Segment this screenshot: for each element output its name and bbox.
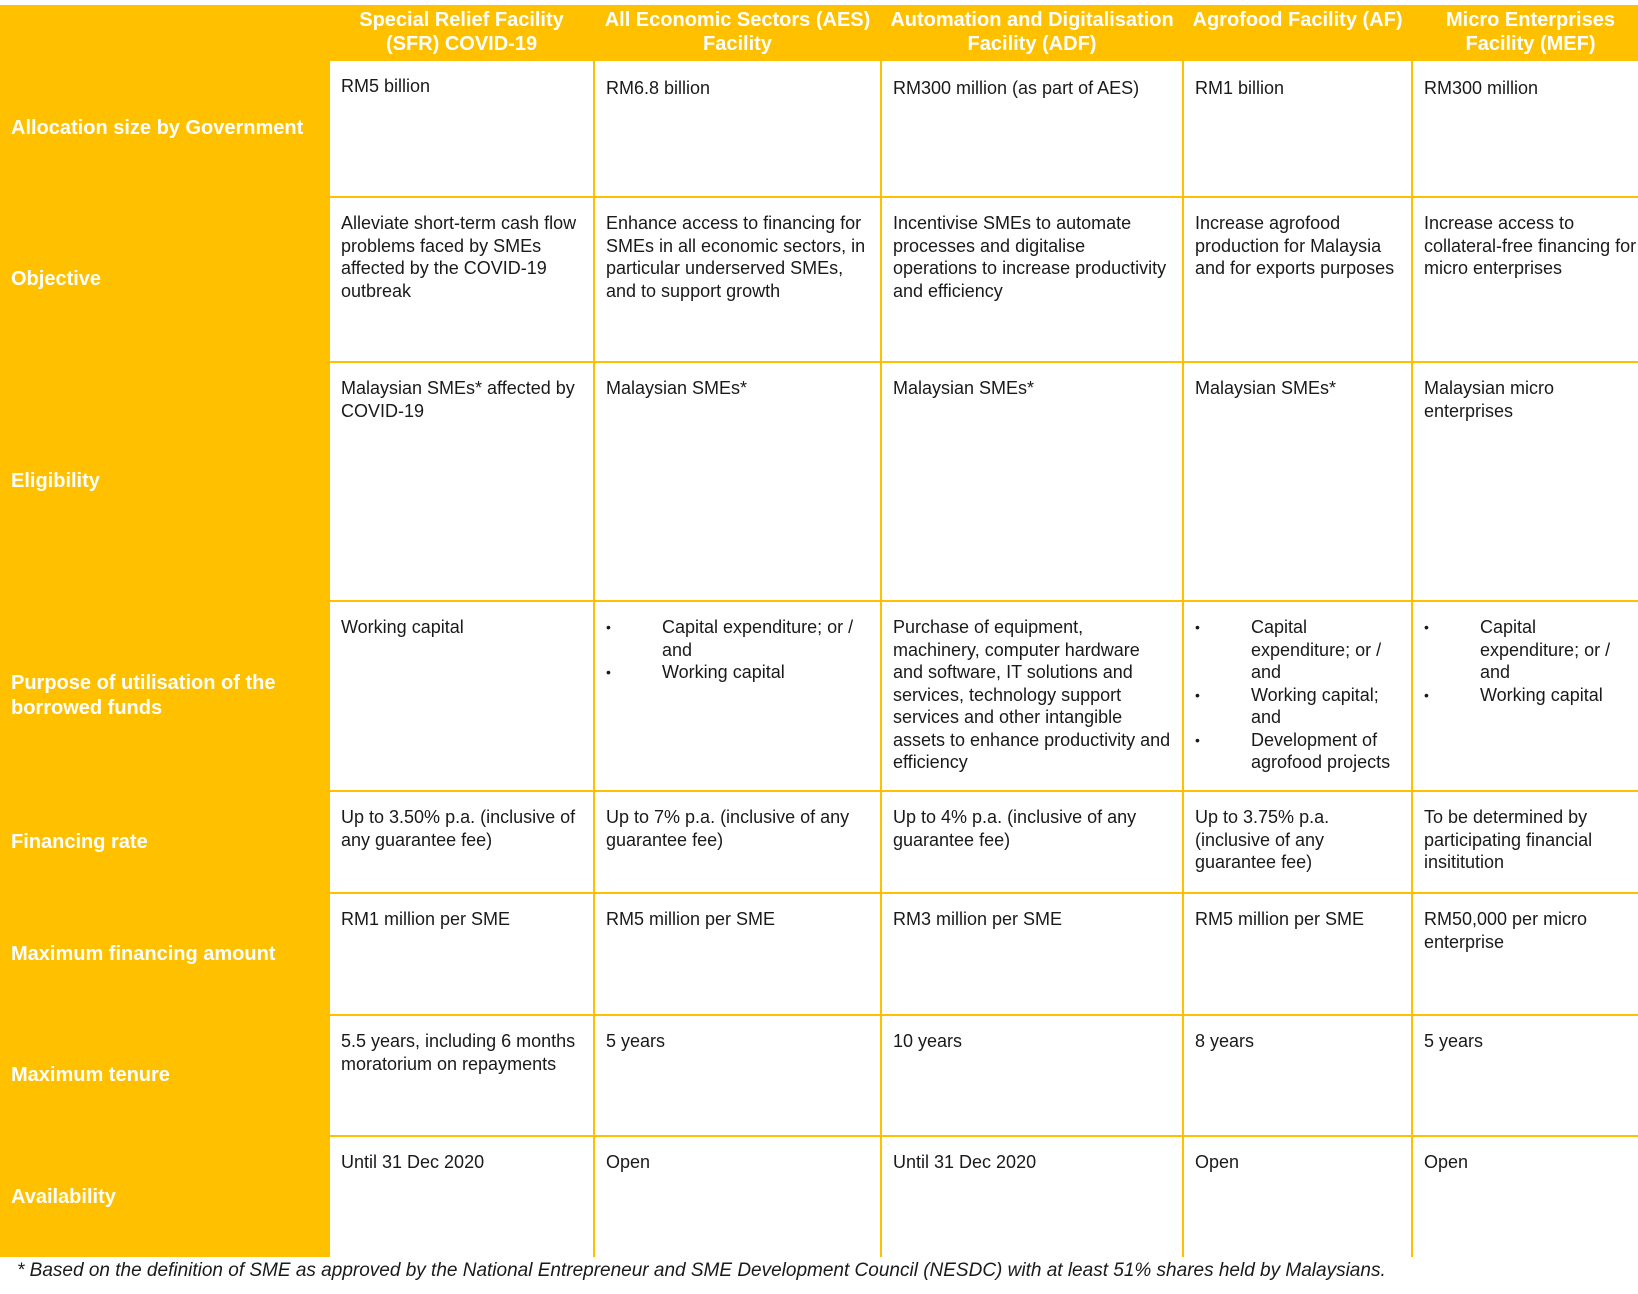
table-cell: RM300 million (1413, 61, 1638, 196)
bullet-icon: • (1195, 619, 1200, 635)
table-cell: Purchase of equipment, machinery, computer hardware and software, IT solutions and services, technology support services and other intangible assets to enhance productivity and efficiency (882, 602, 1182, 790)
list-item: • Capital expenditure; or / and (1424, 617, 1611, 682)
table-cell: Malaysian SMEs* (882, 363, 1182, 600)
row-label-financing-rate: Financing rate (0, 792, 328, 892)
sme-facilities-table (0, 5, 1638, 1257)
bullet-icon: • (1195, 686, 1200, 703)
table-cell: Open (1184, 1137, 1411, 1257)
footnote: * Based on the definition of SME as approved by the National Entrepreneur and SME Development Council (NESDC) with at least 51% shares held by Malaysians. (17, 1260, 1386, 1281)
table-cell: RM5 million per SME (595, 894, 880, 1014)
table-cell: Up to 7% p.a. (inclusive of any guarantee fee) (595, 792, 880, 892)
table-cell-bulleted (595, 602, 880, 790)
row-label-allocation: Allocation size by Government (0, 61, 328, 196)
table-cell: RM3 million per SME (882, 894, 1182, 1014)
column-header-mef: Micro Enterprises Facility (MEF) (1413, 5, 1638, 59)
bullet-icon: • (606, 664, 611, 680)
table-cell: Malaysian micro enterprises (1413, 363, 1638, 600)
table-cell-bulleted (1413, 602, 1638, 790)
table-cell: Increase agrofood production for Malaysia and for exports purposes (1184, 198, 1411, 361)
column-header-aes: All Economic Sectors (AES) Facility (595, 5, 880, 59)
table-cell: Up to 3.50% p.a. (inclusive of any guarantee fee) (330, 792, 593, 892)
row-label-objective: Objective (0, 198, 328, 361)
table-cell: Open (595, 1137, 880, 1257)
table-cell: Until 31 Dec 2020 (330, 1137, 593, 1257)
row-label-max-financing: Maximum financing amount (0, 894, 328, 1014)
table-cell: RM50,000 per micro enterprise (1413, 894, 1638, 1014)
row-label-eligibility: Eligibility (0, 363, 328, 600)
table-cell: Up to 4% p.a. (inclusive of any guarantee fee) (882, 792, 1182, 892)
table-cell: Malaysian SMEs* (1184, 363, 1411, 600)
table-cell: 5 years (1413, 1016, 1638, 1135)
table-cell: RM5 billion (330, 61, 593, 196)
bullet-icon: • (1195, 731, 1200, 748)
column-header-af: Agrofood Facility (AF) (1184, 5, 1411, 59)
bullet-icon: • (1424, 686, 1429, 703)
table-cell: 10 years (882, 1016, 1182, 1135)
list-item: • Development of agrofood projects (1195, 729, 1391, 772)
bullet-icon: • (606, 619, 611, 635)
table-cell: RM300 million (as part of AES) (882, 61, 1182, 196)
table-cell-bulleted (1184, 602, 1411, 790)
table-cell: Up to 3.75% p.a. (inclusive of any guarantee fee) (1184, 792, 1411, 892)
table-cell: Increase access to collateral-free financing for micro enterprises (1413, 198, 1638, 361)
table-cell: RM6.8 billion (595, 61, 880, 196)
table-cell: Enhance access to financing for SMEs in all economic sectors, in particular underserved SMEs, and to support growth (595, 198, 880, 361)
row-label-purpose: Purpose of utilisation of the borrowed funds (0, 602, 328, 790)
bullet-icon: • (1424, 619, 1429, 635)
table-cell: Alleviate short-term cash flow problems faced by SMEs affected by the COVID-19 outbreak (330, 198, 593, 361)
table-cell: Until 31 Dec 2020 (882, 1137, 1182, 1257)
column-header-sfr: Special Relief Facility (SFR) COVID-19 (330, 5, 593, 59)
table-cell: Open (1413, 1137, 1638, 1257)
column-header-adf: Automation and Digitalisation Facility (ADF) (882, 5, 1182, 59)
table-cell: 5.5 years, including 6 months moratorium on repayments (330, 1016, 593, 1135)
list-item: • Working capital (1424, 684, 1603, 705)
table-cell: 5 years (595, 1016, 880, 1135)
table-cell: To be determined by participating financial insititution (1413, 792, 1638, 892)
list-item: • Capital expenditure; or / and (606, 617, 854, 660)
table-corner (0, 5, 328, 59)
table-cell: Incentivise SMEs to automate processes and digitalise operations to increase productivity and efficiency (882, 198, 1182, 361)
row-label-max-tenure: Maximum tenure (0, 1016, 328, 1135)
table-cell: RM5 million per SME (1184, 894, 1411, 1014)
list-item: • Capital expenditure; or / and (1195, 617, 1382, 682)
table-cell: Malaysian SMEs* (595, 363, 880, 600)
list-item: • Working capital (606, 662, 785, 682)
list-item: • Working capital; and (1195, 684, 1379, 727)
table-cell: Malaysian SMEs* affected by COVID-19 (330, 363, 593, 600)
row-label-availability: Availability (0, 1137, 328, 1257)
table-cell: RM1 million per SME (330, 894, 593, 1014)
table-cell: RM1 billion (1184, 61, 1411, 196)
table-cell: 8 years (1184, 1016, 1411, 1135)
table-cell: Working capital (330, 602, 593, 790)
